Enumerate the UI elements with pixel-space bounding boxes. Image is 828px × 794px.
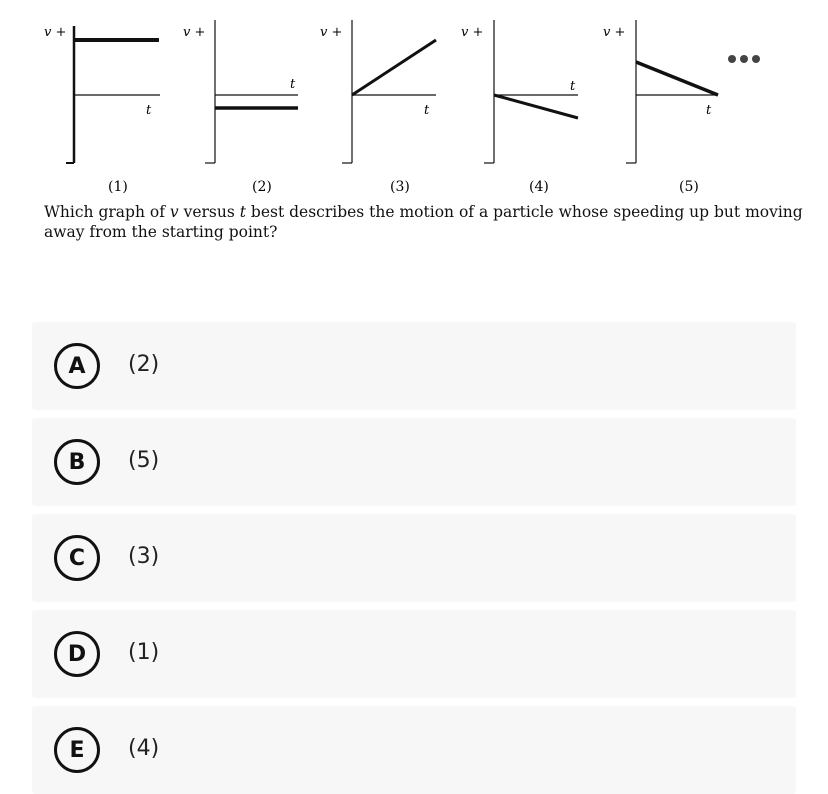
graph-3 <box>320 20 436 195</box>
question-variable-v: v <box>169 203 179 221</box>
answer-option-c[interactable] <box>32 514 796 602</box>
graph-1-number: (1) <box>108 179 128 195</box>
graph-4-curve <box>494 95 578 118</box>
answer-option-b[interactable] <box>32 418 796 506</box>
answer-option-d[interactable] <box>32 610 796 698</box>
option-letter-badge: B <box>54 439 100 485</box>
question-variable-t: t <box>239 203 246 221</box>
option-letter-badge: D <box>54 631 100 677</box>
question-part-2: versus <box>178 203 240 221</box>
option-letter-badge: A <box>54 343 100 389</box>
graph-5 <box>603 20 718 195</box>
graph-4 <box>461 20 578 195</box>
answer-option-e[interactable] <box>32 706 796 794</box>
dot-icon <box>752 55 760 63</box>
graph-1 <box>44 25 160 195</box>
graph-4-t-label: t <box>570 79 576 94</box>
graph-1-t-label: t <box>146 103 152 118</box>
graphs-figure <box>0 0 828 200</box>
graphs-svg <box>0 0 828 200</box>
dot-icon <box>740 55 748 63</box>
option-letter-badge: E <box>54 727 100 773</box>
graph-5-v-label: v + <box>603 25 626 40</box>
question-part-1: Which graph of <box>44 203 170 221</box>
question-text <box>44 202 804 242</box>
graph-5-curve <box>636 62 718 95</box>
graph-1-v-label: v + <box>44 25 67 40</box>
graph-3-t-label: t <box>424 103 430 118</box>
graph-4-number: (4) <box>529 179 549 195</box>
option-text: (4) <box>128 736 160 761</box>
more-options-icon[interactable] <box>728 50 768 68</box>
question-part-3: best describes the motion of a particle whose speeding up but moving away from the starting point? <box>44 203 803 241</box>
option-letter-badge: C <box>54 535 100 581</box>
graph-3-number: (3) <box>390 179 410 195</box>
graph-3-v-label: v + <box>320 25 343 40</box>
dot-icon <box>728 55 736 63</box>
graph-4-v-label: v + <box>461 25 484 40</box>
option-text: (2) <box>128 352 160 377</box>
graph-5-number: (5) <box>679 179 699 195</box>
graph-2 <box>183 20 298 195</box>
option-text: (3) <box>128 544 160 569</box>
graph-5-t-label: t <box>706 103 712 118</box>
graph-3-curve <box>352 40 436 95</box>
graph-2-number: (2) <box>252 179 272 195</box>
option-text: (5) <box>128 448 160 473</box>
option-text: (1) <box>128 640 160 665</box>
answer-option-a[interactable] <box>32 322 796 410</box>
graph-2-t-label: t <box>290 77 296 92</box>
graph-2-v-label: v + <box>183 25 206 40</box>
